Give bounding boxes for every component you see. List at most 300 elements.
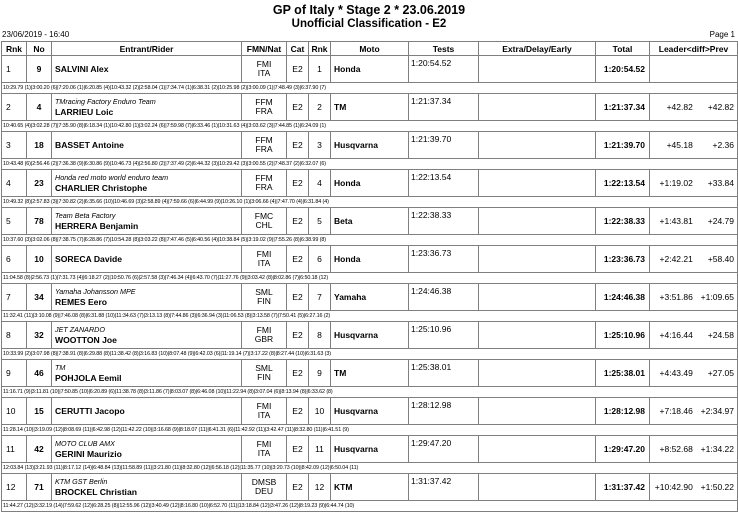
federation: FFM	[255, 97, 273, 107]
split-times	[2, 425, 738, 436]
split-time: 7:38.75 (7)	[58, 237, 84, 243]
split-separator: |	[138, 161, 141, 167]
split-separator: |	[150, 503, 152, 509]
category-cell: E2	[287, 94, 309, 121]
team-name: TM	[55, 363, 66, 372]
split-separator: |	[277, 313, 279, 319]
split-time: 6:18.27 (2)	[84, 275, 110, 281]
split-time: 3:13.58 (7)	[252, 313, 278, 319]
split-time: 3:03.42 (8)	[247, 275, 273, 281]
split-time: 6:43.70 (7)	[192, 275, 218, 281]
split-separator: |	[30, 389, 32, 395]
split-time: 11:44.27 (12)	[3, 503, 34, 509]
category-cell: E2	[287, 360, 309, 387]
document-subtitle: Unofficial Classification - E2	[291, 18, 447, 30]
split-separator: |	[83, 161, 85, 167]
federation: SML	[255, 363, 273, 373]
leader-diff: +1:19.02	[659, 178, 693, 188]
split-separator: |	[62, 465, 64, 471]
split-time: 3:17.22 (8)	[250, 351, 276, 357]
split-times	[2, 235, 738, 246]
split-time: 3:32.19 (14)	[34, 503, 63, 509]
split-separator: |	[299, 85, 301, 91]
split-separator: |	[114, 313, 117, 319]
split-time: 6:37.90 (7)	[300, 85, 326, 91]
extra-cell	[479, 322, 596, 349]
split-time: 3:19.02 (9)	[248, 237, 274, 243]
col-header-moto: Moto	[331, 42, 409, 56]
split-time: 10:37.60 (3)	[3, 237, 31, 243]
results-table	[1, 41, 738, 512]
split-separator: |	[194, 351, 196, 357]
moto-cell: Honda	[331, 56, 409, 83]
start-number-cell: 18	[27, 132, 52, 159]
fmn-nat-cell	[242, 94, 287, 121]
split-separator: |	[57, 237, 59, 243]
split-separator: |	[276, 199, 278, 205]
leader-diff: +42.82	[666, 102, 693, 112]
federation: FMI	[256, 439, 272, 449]
fmn-nat-cell	[242, 208, 287, 235]
rider-name: CERUTTI Jacopo	[55, 406, 125, 416]
split-time: 10:46.69 (3)	[113, 199, 142, 205]
split-separator: |	[249, 351, 251, 357]
split-time: 6:28.25 (8)	[93, 503, 119, 509]
team-name: KTM GST Berlin	[55, 477, 108, 486]
class-rank-cell: 3	[309, 132, 331, 159]
split-time: 10:25.98 (2)	[219, 85, 248, 91]
fmn-nat-cell	[242, 436, 287, 463]
split-separator: |	[191, 237, 193, 243]
split-time: 8:19.23 (9)	[299, 503, 325, 509]
split-times	[2, 387, 738, 398]
tests-time-cell: 1:22:13.54	[409, 170, 479, 197]
split-time: 3:07.98 (8)	[32, 351, 58, 357]
split-time: 6:38.31 (2)	[192, 85, 218, 91]
split-time: 6:50.18 (12)	[300, 275, 329, 281]
split-separator: |	[138, 123, 141, 129]
split-time: 11:04.58 (8)	[3, 275, 31, 281]
start-number-cell: 78	[27, 208, 52, 235]
split-time: 10:43.48 (6)	[3, 161, 31, 167]
split-separator: |	[118, 503, 120, 509]
leader-diff: +7:18.46	[659, 406, 693, 416]
split-separator: |	[300, 465, 302, 471]
prev-diff: +2.36	[712, 140, 734, 150]
split-time: 2:57.58 (3)	[139, 275, 165, 281]
prev-diff: +1:50.22	[700, 482, 734, 492]
split-time: 7:31.73 (4)	[58, 275, 84, 281]
print-date: 23/06/2019 - 16:40	[2, 30, 70, 39]
split-separator: |	[210, 465, 212, 471]
split-time: 10:49.32 (8)	[3, 199, 31, 205]
prev-diff: +27.05	[707, 368, 734, 378]
split-time: 7:59.66 (6)	[169, 199, 195, 205]
split-separator: |	[249, 199, 252, 205]
tests-time-cell: 1:23:36.73	[409, 246, 479, 273]
split-time: 8:13.94 (8)	[281, 389, 307, 395]
split-separator: |	[299, 161, 301, 167]
table-row	[2, 208, 738, 235]
split-separator: |	[33, 427, 35, 433]
diff-cell	[650, 360, 738, 387]
split-time: 11:34.63 (7)	[116, 313, 144, 319]
split-times-row	[2, 159, 738, 170]
split-times	[2, 197, 738, 208]
extra-cell	[479, 284, 596, 311]
split-separator: |	[83, 351, 85, 357]
nationality: ITA	[257, 258, 271, 268]
table-row	[2, 170, 738, 197]
split-time: 6:33.46 (1)	[192, 123, 218, 129]
team-name: TMracing Factory Enduro Team	[55, 97, 156, 106]
prev-diff: +1:34.22	[700, 444, 734, 454]
split-separator: |	[273, 123, 275, 129]
extra-cell	[479, 94, 596, 121]
split-time: 10:42.80 (1)	[111, 123, 139, 129]
leader-diff: +2:42.21	[659, 254, 693, 264]
class-rank-cell: 12	[309, 474, 331, 501]
class-rank-cell: 6	[309, 246, 331, 273]
split-separator: |	[273, 237, 275, 243]
split-time: 11:58.89 (11)	[122, 465, 153, 471]
split-separator: |	[293, 427, 296, 433]
split-time: 6:35.66 (10)	[84, 199, 113, 205]
split-times-row	[2, 387, 738, 398]
split-separator: |	[207, 427, 209, 433]
split-time: 8:42.09 (12)	[301, 465, 330, 471]
extra-cell	[479, 170, 596, 197]
split-time: 7:55.26 (8)	[274, 237, 300, 243]
fmn-nat-cell	[242, 322, 287, 349]
split-time: 6:41.31 (6)	[208, 427, 234, 433]
col-header-category: Cat	[287, 42, 309, 56]
tests-time-cell: 1:28:12.98	[409, 398, 479, 425]
split-time: 10:29.79 (1)	[3, 85, 31, 91]
entrant-cell	[52, 436, 242, 463]
split-separator: |	[164, 275, 167, 281]
split-time: 3:10.08 (9)	[34, 313, 60, 319]
split-time: 11:42.92 (11)	[234, 427, 265, 433]
split-time: 3:03.22 (8)	[140, 237, 166, 243]
split-time: 11:42.22 (10)	[121, 427, 153, 433]
split-time: 3:03.62 (3)	[248, 123, 274, 129]
class-rank-cell: 2	[309, 94, 331, 121]
split-separator: |	[280, 389, 282, 395]
split-separator: |	[109, 85, 112, 91]
split-separator: |	[306, 389, 308, 395]
split-separator: |	[303, 313, 306, 319]
split-time: 7:30.82 (2)	[58, 199, 84, 205]
rank-cell: 4	[2, 170, 27, 197]
col-header-rank: Rnk	[2, 42, 27, 56]
split-time: 3:16.83 (10)	[139, 351, 168, 357]
split-separator: |	[191, 161, 193, 167]
split-separator: |	[217, 275, 219, 281]
split-separator: |	[109, 161, 112, 167]
nationality: FRA	[255, 106, 273, 116]
split-time: 7:50.41 (5)	[278, 313, 304, 319]
split-separator: |	[32, 313, 35, 319]
split-separator: |	[251, 313, 253, 319]
split-time: 11:32.41 (11)	[3, 313, 33, 319]
split-times	[2, 273, 738, 284]
extra-cell	[479, 246, 596, 273]
federation: FFM	[255, 135, 273, 145]
rank-cell: 9	[2, 360, 27, 387]
split-separator: |	[57, 199, 59, 205]
tests-time-cell: 1:25:10.96	[409, 322, 479, 349]
extra-cell	[479, 398, 596, 425]
split-time: 10:29.42 (3)	[219, 161, 248, 167]
start-number-cell: 15	[27, 398, 52, 425]
federation: FFM	[255, 173, 273, 183]
federation: FMI	[256, 249, 272, 259]
moto-cell: Honda	[331, 246, 409, 273]
class-rank-cell: 7	[309, 284, 331, 311]
entrant-cell	[52, 132, 242, 159]
split-time: 7:36.38 (9)	[58, 161, 84, 167]
split-time: 7:50.85 (10)	[60, 389, 89, 395]
split-time: 7:44.85 (1)	[274, 123, 300, 129]
moto-cell: KTM	[331, 474, 409, 501]
nationality: GBR	[254, 334, 274, 344]
split-separator: |	[298, 275, 301, 281]
split-time: 2:56.73 (1)	[31, 275, 57, 281]
split-separator: |	[85, 313, 87, 319]
start-number-cell: 71	[27, 474, 52, 501]
start-number-cell: 42	[27, 436, 52, 463]
split-time: 7:48.49 (3)	[274, 85, 300, 91]
split-separator: |	[169, 389, 171, 395]
split-time: 10:31.63 (4)	[219, 123, 248, 129]
rank-cell: 3	[2, 132, 27, 159]
rider-name: LARRIEU Loic	[55, 107, 114, 117]
split-time: 11:19.14 (7)	[221, 351, 250, 357]
table-row	[2, 436, 738, 463]
total-time-cell: 1:22:38.33	[596, 208, 650, 235]
rank-cell: 12	[2, 474, 27, 501]
split-separator: |	[181, 465, 183, 471]
prev-diff: +33.84	[707, 178, 734, 188]
moto-cell: Husqvarna	[331, 132, 409, 159]
split-separator: |	[179, 503, 181, 509]
table-row	[2, 56, 738, 83]
split-time: 3:06.66 (4)	[251, 199, 277, 205]
split-separator: |	[247, 237, 249, 243]
class-rank-cell: 8	[309, 322, 331, 349]
split-separator: |	[165, 237, 167, 243]
fmn-nat-cell	[242, 56, 287, 83]
split-separator: |	[138, 275, 140, 281]
rank-cell: 2	[2, 94, 27, 121]
team-name: MOTO CLUB AMX	[55, 439, 115, 448]
total-time-cell: 1:20:54.52	[596, 56, 650, 83]
split-separator: |	[120, 465, 123, 471]
split-separator: |	[275, 351, 277, 357]
class-rank-cell: 1	[309, 56, 331, 83]
split-separator: |	[62, 503, 64, 509]
split-separator: |	[30, 161, 33, 167]
category-cell: E2	[287, 56, 309, 83]
diff-cell	[650, 474, 738, 501]
category-cell: E2	[287, 398, 309, 425]
category-cell: E2	[287, 322, 309, 349]
split-time: 3:47.26 (12)	[270, 503, 299, 509]
category-cell: E2	[287, 246, 309, 273]
entrant-cell	[52, 246, 242, 273]
split-separator: |	[191, 85, 193, 91]
split-time: 11:35.77 (10)	[240, 465, 272, 471]
split-separator: |	[83, 237, 85, 243]
split-separator: |	[168, 199, 170, 205]
entrant-cell	[52, 208, 242, 235]
split-time: 3:02.06 (8)	[32, 237, 58, 243]
split-time: 3:21.80 (11)	[153, 465, 182, 471]
split-time: 6:48.84 (13)	[93, 465, 121, 471]
nationality: FRA	[255, 182, 273, 192]
total-time-cell: 1:25:38.01	[596, 360, 650, 387]
tests-time-cell: 1:20:54.52	[409, 56, 479, 83]
split-time: 6:31.63 (3)	[305, 351, 331, 357]
split-separator: |	[152, 465, 154, 471]
split-separator: |	[247, 161, 249, 167]
col-header-class-rank: Rnk	[309, 42, 331, 56]
split-separator: |	[324, 503, 327, 509]
entrant-cell	[52, 322, 242, 349]
split-separator: |	[194, 199, 196, 205]
rank-cell: 8	[2, 322, 27, 349]
federation: DMSB	[251, 477, 277, 487]
start-number-cell: 9	[27, 56, 52, 83]
split-times-row	[2, 83, 738, 94]
split-time: 7:38.91 (8)	[58, 351, 84, 357]
split-time: 7:48.37 (2)	[274, 161, 300, 167]
rider-name: WOOTTON Joe	[55, 335, 117, 345]
split-time: 6:44.74 (10)	[326, 503, 355, 509]
split-time: 3:11.86 (7)	[144, 389, 170, 395]
leader-diff: +3:51.86	[659, 292, 693, 302]
split-time: 8:32.80 (11)	[295, 427, 323, 433]
split-time: 3:40.49 (12)	[151, 503, 180, 509]
split-time: 3:21.93 (11)	[35, 465, 63, 471]
split-time: 6:42.03 (6)	[195, 351, 221, 357]
diff-cell	[650, 94, 738, 121]
split-separator: |	[191, 275, 193, 281]
prev-diff: +2:34.97	[700, 406, 734, 416]
diff-cell	[650, 436, 738, 463]
tests-time-cell: 1:21:37.34	[409, 94, 479, 121]
nationality: DEU	[255, 486, 273, 496]
team-name: JET ZANARDO	[55, 325, 105, 334]
start-number-cell: 46	[27, 360, 52, 387]
split-separator: |	[191, 123, 193, 129]
split-time: 11:28.14 (10)	[3, 427, 34, 433]
split-separator: |	[272, 275, 274, 281]
entrant-cell	[52, 360, 242, 387]
leader-diff: +45.18	[666, 140, 693, 150]
table-header-row	[2, 42, 738, 56]
split-separator: |	[247, 85, 249, 91]
split-separator: |	[233, 427, 235, 433]
category-cell: E2	[287, 132, 309, 159]
split-time: 8:16.80 (10)	[180, 503, 209, 509]
split-time: 6:20.85 (4)	[84, 85, 110, 91]
federation: SML	[255, 287, 273, 297]
fmn-nat-cell	[242, 474, 287, 501]
split-time: 3:00.55 (2)	[248, 161, 274, 167]
split-separator: |	[217, 161, 220, 167]
split-time: 3:42.47 (11)	[266, 427, 294, 433]
split-separator: |	[30, 351, 33, 357]
leader-diff: +8:52.68	[659, 444, 693, 454]
split-separator: |	[114, 389, 117, 395]
split-time: 6:20.89 (6)	[89, 389, 115, 395]
fmn-nat-cell	[242, 284, 287, 311]
split-time: 7:35.90 (8)	[58, 123, 84, 129]
entrant-cell	[52, 94, 242, 121]
total-time-cell: 1:25:10.96	[596, 322, 650, 349]
split-time: 6:18.34 (1)	[84, 123, 110, 129]
split-separator: |	[208, 503, 210, 509]
split-separator: |	[138, 237, 141, 243]
split-separator: |	[30, 199, 33, 205]
split-separator: |	[271, 465, 273, 471]
split-time: 10:40.65 (4)	[3, 123, 31, 129]
split-time: 10:54.28 (8)	[111, 237, 139, 243]
split-separator: |	[83, 199, 85, 205]
split-time: 11:27.76 (9)	[218, 275, 247, 281]
split-separator: |	[329, 465, 331, 471]
diff-cell	[650, 132, 738, 159]
page-number: Page 1	[709, 30, 735, 39]
entrant-cell	[52, 284, 242, 311]
rank-cell: 6	[2, 246, 27, 273]
split-separator: |	[141, 199, 144, 205]
team-name: Honda red moto world enduro team	[55, 173, 169, 182]
split-times-row	[2, 311, 738, 322]
nationality: ITA	[257, 68, 271, 78]
split-time: 10:50.76 (6)	[110, 275, 139, 281]
diff-cell	[650, 322, 738, 349]
split-separator: |	[264, 427, 267, 433]
split-separator: |	[88, 389, 90, 395]
tests-time-cell: 1:24:46.38	[409, 284, 479, 311]
rank-cell: 5	[2, 208, 27, 235]
tests-time-cell: 1:21:39.70	[409, 132, 479, 159]
split-time: 6:27.16 (2)	[305, 313, 331, 319]
category-cell: E2	[287, 170, 309, 197]
split-time: 6:56.18 (12)	[211, 465, 240, 471]
split-time: 6:24.09 (1)	[300, 123, 326, 129]
split-times	[2, 83, 738, 94]
split-separator: |	[224, 389, 227, 395]
leader-diff: +1:43.81	[659, 216, 693, 226]
split-separator: |	[247, 123, 249, 129]
split-time: 2:56.80 (2)	[140, 161, 166, 167]
split-time: 6:40.56 (4)	[192, 237, 218, 243]
moto-cell: TM	[331, 94, 409, 121]
split-separator: |	[273, 161, 275, 167]
split-times-row	[2, 501, 738, 512]
split-separator: |	[169, 313, 172, 319]
split-separator: |	[30, 85, 33, 91]
split-time: 3:00.09 (1)	[248, 85, 274, 91]
split-time: 6:44.32 (3)	[192, 161, 218, 167]
split-time: 12:55.96 (12)	[119, 503, 151, 509]
rider-name: BROCKEL Christian	[55, 487, 137, 497]
nationality: FIN	[257, 372, 271, 382]
